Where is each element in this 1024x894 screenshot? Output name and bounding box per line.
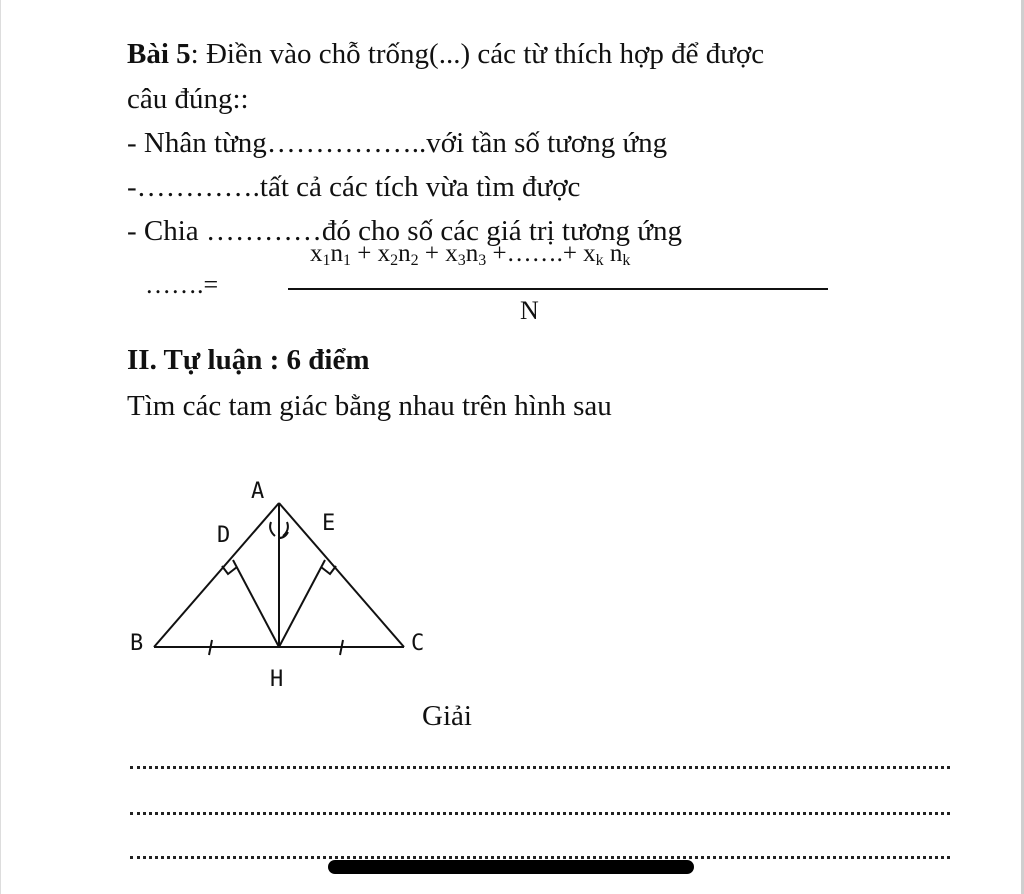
triangle-figure	[125, 470, 445, 700]
answer-line-1	[130, 762, 950, 769]
formula-numerator: $x_1n_1 + x_2n_2 + x_3n_3$ +…….+ $x_k$ $n_k$	[310, 240, 631, 269]
page-edge-left	[0, 0, 1, 894]
label-E: E	[322, 511, 336, 536]
fraction-bar	[288, 288, 828, 290]
formula-denominator: N	[520, 296, 539, 325]
segment-HD	[233, 560, 279, 647]
segment-HE	[279, 560, 325, 647]
fill-blank-line-2: -………….tất cả các tích vừa tìm được	[127, 171, 581, 203]
mean-formula	[135, 240, 835, 330]
label-C: C	[411, 631, 425, 656]
label-A: A	[251, 479, 265, 504]
label-D: D	[217, 523, 231, 548]
exercise5-prompt	[127, 38, 764, 71]
formula-left-blank: …….=	[145, 270, 219, 299]
section2-heading: II. Tự luận : 6 điểm	[127, 344, 370, 376]
segment-AC	[279, 503, 404, 647]
fill-blank-line-3: - Chia …………đó cho số các giá trị tương ứng	[127, 215, 682, 247]
fill-blank-line-1: - Nhân từng……………..với tần số tương ứng	[127, 127, 668, 159]
triangle-diagram	[125, 470, 445, 700]
answer-line-3	[130, 852, 950, 859]
label-H: H	[270, 667, 284, 692]
exercise5-prompt-text: : Điền vào chỗ trống(...) các từ thích hợp để được	[190, 38, 765, 70]
exercise5-prompt-cont: câu đúng::	[127, 83, 249, 115]
label-B: B	[130, 631, 144, 656]
exercise5-title: Bài 5	[127, 38, 191, 70]
solution-label: Giải	[422, 700, 472, 732]
answer-line-2	[130, 808, 950, 815]
angle-arc-A-left	[270, 522, 275, 536]
section2-instruction: Tìm các tam giác bằng nhau trên hình sau	[127, 390, 612, 422]
home-indicator-bar[interactable]	[328, 860, 694, 874]
